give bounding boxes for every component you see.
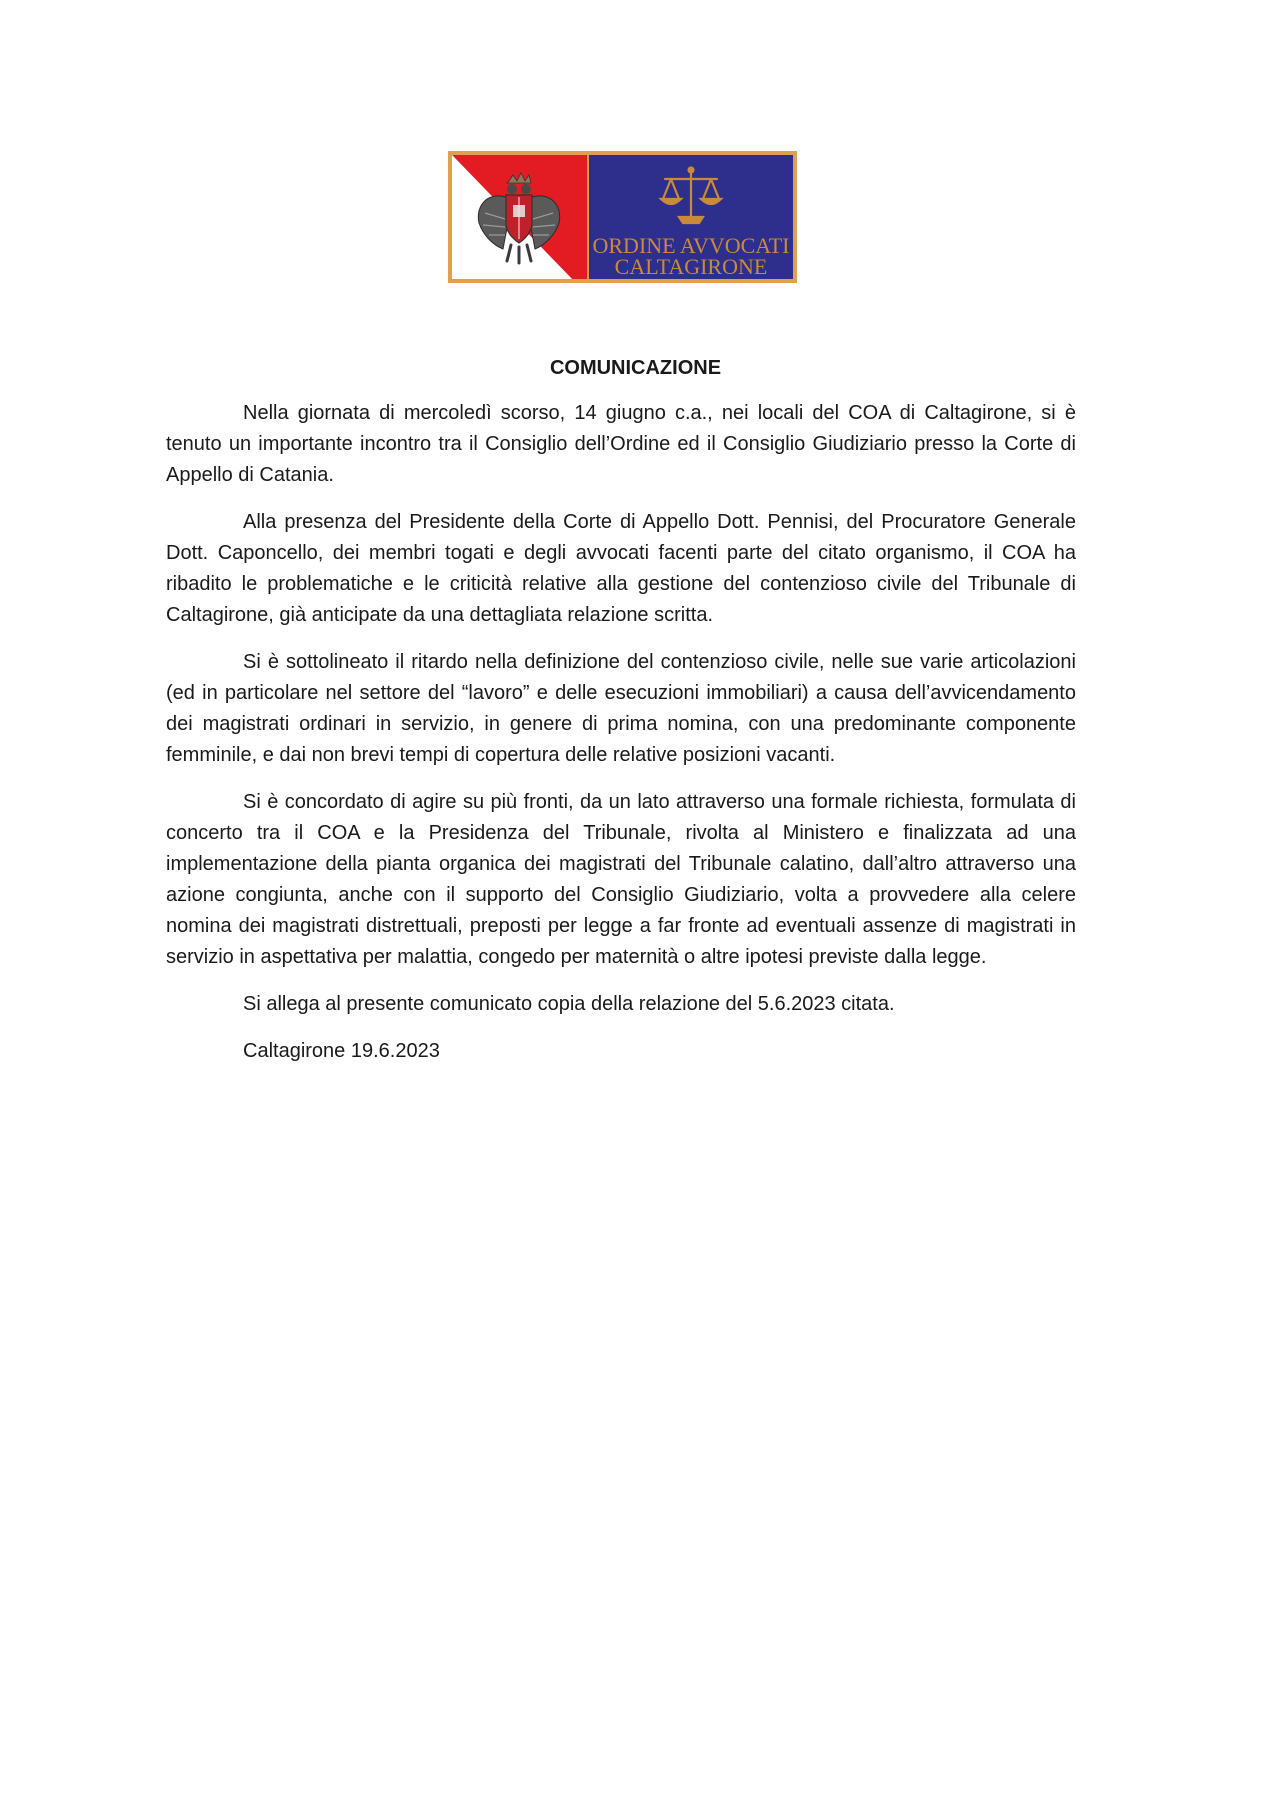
scales-of-justice-icon — [657, 165, 725, 229]
attachment-note: Si allega al presente comunicato copia della relazione del 5.6.2023 citata. — [243, 993, 895, 1015]
logo-red-white-field — [452, 155, 587, 279]
logo-line-2: CALTAGIRONE — [614, 254, 768, 279]
paragraph-2: Alla presenza del Presidente della Corte di Appello Dott. Pennisi, del Procuratore Generale Dott. Caponcello, dei membri togati e degli avvocati facenti parte del citato organismo, il COA ha ribadito le problematiche e le criticità relative alla gestione del contenzioso civile del Tribunale di Caltagirone, già anticipate da una dettagliata relazione scritta. — [166, 511, 1076, 626]
paragraph-3: Si è sottolineato il ritardo nella definizione del contenzioso civile, nelle sue varie articolazioni (ed in particolare nel settore del “lavoro” e delle esecuzioni immobiliari) a causa dell’avvicendamento dei magistrati ordinari in servizio, in genere di prima nomina, con una predominante componente femminile, e dai non brevi tempi di copertura delle relative posizioni vacanti. — [166, 651, 1076, 766]
place-date: Caltagirone 19.6.2023 — [243, 1040, 440, 1062]
ordine-avvocati-logo — [448, 151, 797, 283]
paragraph-1: Nella giornata di mercoledì scorso, 14 giugno c.a., nei locali del COA di Caltagirone, si è tenuto un importante incontro tra il Consiglio dell’Ordine ed il Consiglio Giudiziario presso la Corte di Appello di Catania. — [166, 402, 1076, 486]
paragraph-4: Si è concordato di agire su più fronti, da un lato attraverso una formale richiesta, formulata di concerto tra il COA e la Presidenza del Tribunale, rivolta al Ministero e finalizzata ad una implementazione della pianta organica dei magistrati del Tribunale calatino, dall’altro attraverso una azione congiunta, anche con il supporto del Consiglio Giudiziario, volta a provvedere alla celere nomina dei magistrati distrettuali, preposti per legge a far fronte ad eventuali assenze di magistrati in servizio in aspettativa per malattia, congedo per maternità o altre ipotesi previste dalla legge. — [166, 791, 1076, 968]
document-title: COMUNICAZIONE — [549, 357, 722, 379]
logo-line-1: ORDINE AVVOCATI — [592, 233, 790, 258]
coat-of-arms-icon — [452, 155, 587, 279]
logo-blue-field — [587, 155, 793, 279]
document-body — [166, 398, 1076, 1083]
